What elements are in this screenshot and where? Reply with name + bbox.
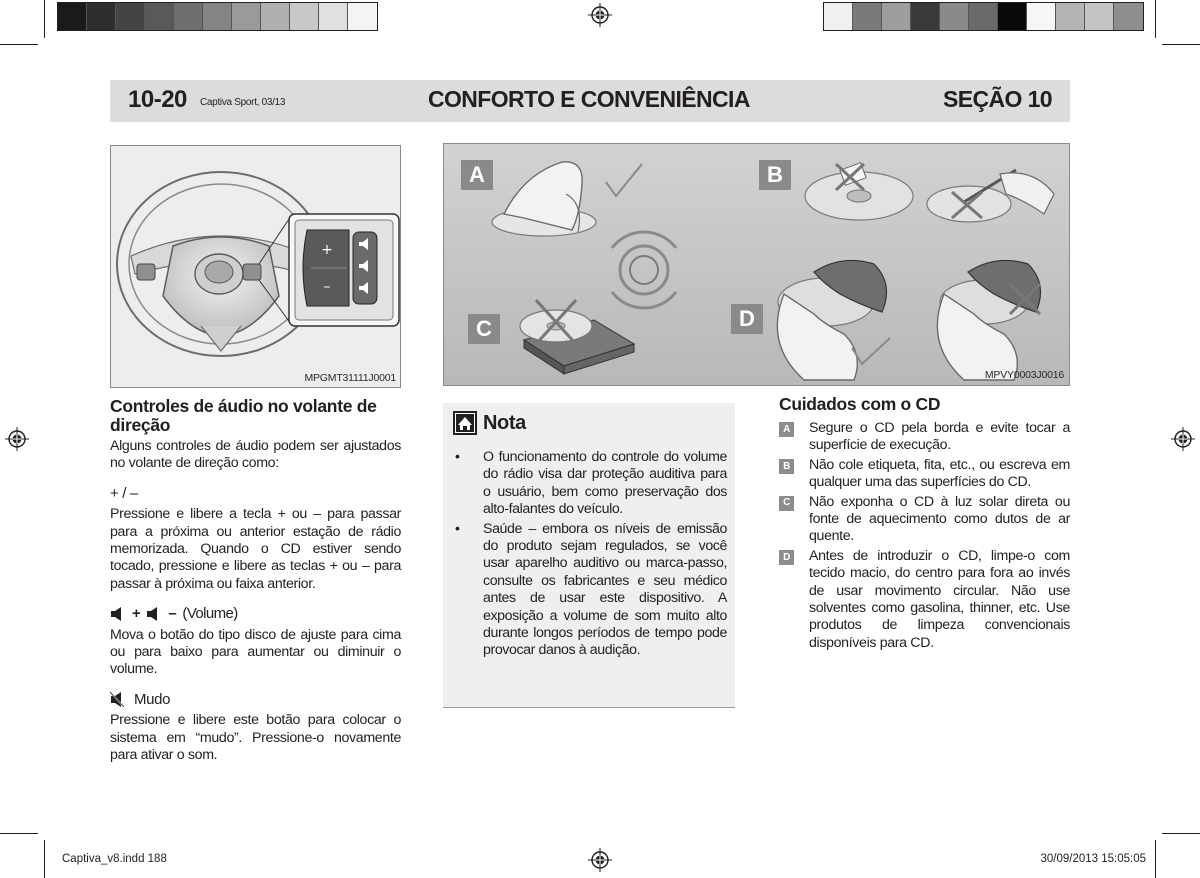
cd-care-section (779, 395, 1070, 654)
crop-mark (1155, 0, 1156, 38)
chapter-title: CONFORTO E CONVENIÊNCIA (428, 86, 750, 112)
crop-mark (1162, 44, 1200, 45)
note-item-text: Saúde – embora os níveis de emissão do produto sejam regulados, se você usar aparelho auditivo ou marca-passo, consulte os fabricantes e seu médico antes de usar este dispositivo. A exposição a volume de som muito alto durante longos períodos de tempo pode provocar danos à audição. (483, 520, 727, 659)
badge-a: A (779, 422, 794, 437)
mute-label: Mudo (134, 690, 171, 708)
steering-wheel-figure (110, 145, 401, 388)
bullet: • (455, 520, 460, 537)
note-box (443, 403, 735, 708)
cd-care-text: Não exponha o CD à luz solar direta ou fonte de aquecimento como dutos de ar quente. (809, 493, 1070, 545)
steering-wheel-illustration (111, 146, 401, 388)
volume-up-icon (110, 607, 126, 621)
figure-code: MPGMT31111J0001 (304, 372, 396, 384)
volume-minus-sign: – (168, 605, 177, 623)
section-intro: Alguns controles de áudio podem ser ajustados no volante de direção como: (110, 438, 401, 472)
registration-mark-icon (5, 427, 29, 451)
badge-c: C (779, 496, 794, 511)
note-list (453, 449, 727, 662)
panel-label-a: A (461, 160, 493, 190)
page-header (110, 80, 1070, 122)
cd-care-text: Antes de introduzir o CD, limpe-o com tecido macio, do centro para fora ao invés de usar movimento circular. Não use solventes como gasolina, thinner, etc. Use produtos de limpeza convencionais disponíveis para CD. (809, 547, 1070, 651)
mute-subheading (110, 691, 401, 708)
note-title: Nota (483, 411, 526, 434)
cd-care-text: Não cole etiqueta, fita, etc., ou escreva em qualquer uma das superfícies do CD. (809, 456, 1070, 491)
crop-mark (0, 44, 38, 45)
crop-mark (44, 840, 45, 878)
cd-care-illustration (444, 144, 1070, 386)
plus-minus-subheading (110, 485, 401, 502)
mute-icon (110, 692, 126, 707)
crop-mark (1155, 840, 1156, 878)
color-bar-left (57, 2, 378, 31)
registration-mark-icon (588, 3, 612, 27)
cd-care-figure (443, 143, 1070, 386)
volume-text: Mova o botão do tipo disco de ajuste para cima ou para baixo para aumentar ou diminuir o volume. (110, 626, 401, 678)
plus-minus-text: Pressione e libere a tecla + ou – para passar para a próxima ou anterior estação de rádio memorizada. Quando o CD estiver sendo tocado, pressione e libere as teclas + ou – para passar à próxima ou faixa anterior. (110, 506, 401, 592)
volume-down-icon (146, 607, 162, 621)
color-bar-right (823, 2, 1144, 31)
note-item (453, 449, 727, 519)
svg-text:+: + (321, 242, 333, 258)
volume-subheading (110, 605, 401, 622)
note-item (453, 521, 727, 660)
note-header (453, 411, 526, 435)
crop-mark (44, 0, 45, 38)
svg-text:–: – (323, 279, 331, 295)
figure-code: MPVY0003J0016 (984, 369, 1064, 381)
note-item-text: O funcionamento do controle do volume do rádio visa dar proteção auditiva para o usuário, bem como preservação dos alto-falantes do veículo. (483, 449, 727, 518)
note-icon (453, 411, 477, 435)
section-number: SEÇÃO 10 (943, 86, 1052, 112)
footer-file: Captiva_v8.indd 188 (62, 853, 167, 865)
panel-label-d: D (731, 304, 763, 334)
plus-minus-label: + / – (110, 484, 138, 502)
volume-plus-sign: + (132, 605, 141, 623)
cd-care-item (779, 420, 1070, 455)
badge-b: B (779, 459, 794, 474)
panel-label-b: B (759, 160, 791, 190)
panel-label-c: C (468, 314, 500, 344)
model-edition: Captiva Sport, 03/13 (200, 97, 286, 108)
mute-text: Pressione e libere este botão para colocar o sistema em “mudo”. Pressione-o novamente para ativar o som. (110, 712, 401, 764)
badge-d: D (779, 550, 794, 565)
registration-mark-icon (588, 848, 612, 872)
crop-mark (0, 833, 38, 834)
registration-mark-icon (1171, 427, 1195, 451)
volume-label: (Volume) (182, 605, 238, 623)
cd-care-text: Segure o CD pela borda e evite tocar a superfície de execução. (809, 420, 1070, 454)
cd-care-item (779, 548, 1070, 652)
footer-datetime: 30/09/2013 15:05:05 (1040, 853, 1146, 865)
page-number: 10-20 (128, 86, 187, 113)
cd-care-item (779, 457, 1070, 492)
crop-mark (1162, 833, 1200, 834)
cd-care-item (779, 494, 1070, 546)
cd-care-heading: Cuidados com o CD (779, 394, 941, 414)
section-heading: Controles de áudio no volante de direção (110, 396, 377, 435)
audio-controls-section (110, 397, 401, 765)
bullet: • (455, 449, 460, 465)
